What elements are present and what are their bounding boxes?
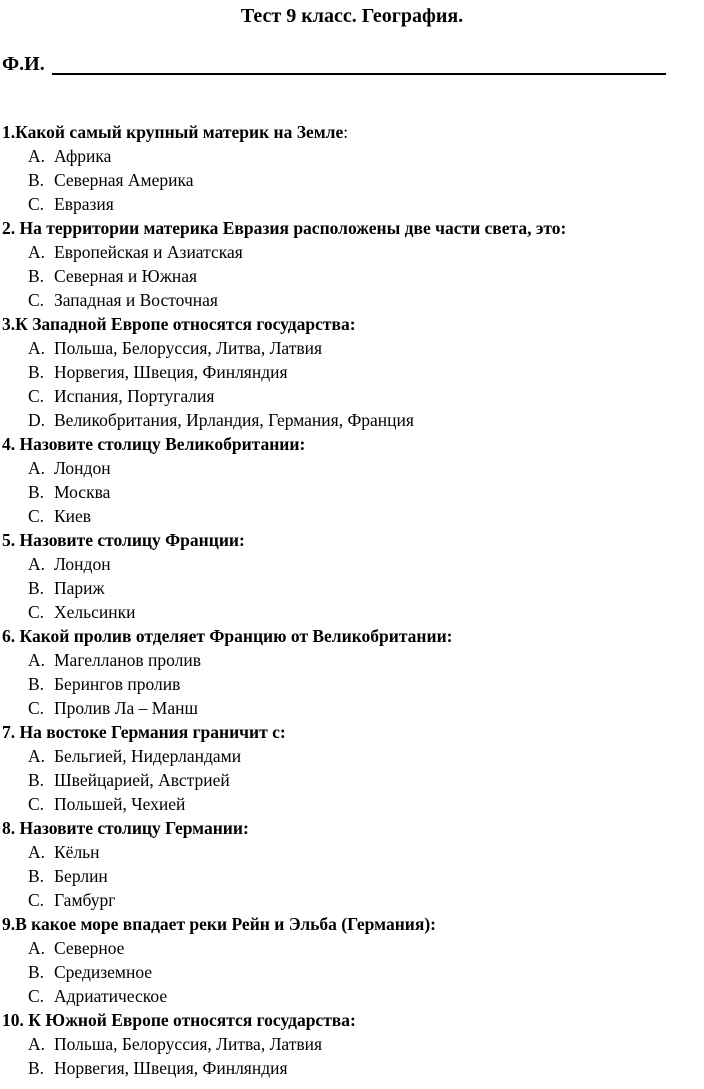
answer-letter: B. xyxy=(28,266,45,286)
question-10 xyxy=(2,1008,702,1080)
answer-letter: C. xyxy=(28,890,45,910)
answer-option[interactable] xyxy=(2,408,702,432)
page-title: Тест 9 класс. География. xyxy=(240,5,464,27)
answer-option[interactable] xyxy=(2,792,702,816)
question-9 xyxy=(2,912,702,1008)
answer-letter: B. xyxy=(28,482,45,502)
answer-letter: B. xyxy=(28,674,45,694)
question-text xyxy=(2,312,702,336)
answer-option[interactable] xyxy=(2,264,702,288)
answer-text: Берлин xyxy=(54,866,108,886)
answer-text: Хельсинки xyxy=(54,602,136,622)
answer-text: Кёльн xyxy=(54,842,100,862)
question-text xyxy=(2,1008,702,1032)
question-5 xyxy=(2,528,702,624)
question-text xyxy=(2,720,702,744)
answer-options xyxy=(2,648,702,720)
answer-letter: B. xyxy=(28,770,45,790)
answer-letter: A. xyxy=(28,746,46,766)
answer-letter: B. xyxy=(28,962,45,982)
answer-options xyxy=(2,240,702,312)
answer-letter: A. xyxy=(28,938,46,958)
answer-options xyxy=(2,552,702,624)
answer-option[interactable] xyxy=(2,168,702,192)
question-text xyxy=(2,528,702,552)
question-number: 3. xyxy=(2,314,16,334)
answer-text: Магелланов пролив xyxy=(54,650,202,670)
answer-text: Польша, Белоруссия, Литва, Латвия xyxy=(54,1034,323,1054)
answer-option[interactable] xyxy=(2,384,702,408)
fio-underline-field[interactable] xyxy=(52,73,666,75)
question-label: Какой самый крупный материк на Земле xyxy=(15,122,344,142)
question-label: На востоке Германия граничит с: xyxy=(19,722,286,742)
question-3 xyxy=(2,312,702,432)
answer-letter: C. xyxy=(28,794,45,814)
answer-letter: B. xyxy=(28,170,45,190)
answer-option[interactable] xyxy=(2,336,702,360)
answer-option[interactable] xyxy=(2,504,702,528)
answer-option[interactable] xyxy=(2,888,702,912)
answer-text: Киев xyxy=(54,506,92,526)
answer-text: Лондон xyxy=(54,554,111,574)
answer-options xyxy=(2,744,702,816)
question-label: К Западной Европе относятся государства: xyxy=(15,314,356,334)
question-text xyxy=(2,816,702,840)
answer-option[interactable] xyxy=(2,480,702,504)
answer-letter: C. xyxy=(28,602,45,622)
question-label: Какой пролив отделяет Францию от Великобритании: xyxy=(19,626,453,646)
answer-text: Польша, Белоруссия, Литва, Латвия xyxy=(54,338,323,358)
answer-letter: A. xyxy=(28,146,46,166)
answer-letter: C. xyxy=(28,290,45,310)
answer-options xyxy=(2,936,702,1008)
answer-text: Париж xyxy=(54,578,105,598)
answer-text: Евразия xyxy=(54,194,114,214)
answer-letter: A. xyxy=(28,650,46,670)
question-label: Назовите столицу Франции: xyxy=(19,530,245,550)
answer-option[interactable] xyxy=(2,696,702,720)
question-7 xyxy=(2,720,702,816)
question-number: 10. xyxy=(2,1010,29,1030)
answer-letter: B. xyxy=(28,1058,45,1078)
question-text xyxy=(2,624,702,648)
answer-options xyxy=(2,144,702,216)
answer-option[interactable] xyxy=(2,840,702,864)
questions-list xyxy=(2,120,702,1080)
question-label: Назовите столицу Германии: xyxy=(19,818,249,838)
answer-option[interactable] xyxy=(2,768,702,792)
answer-option[interactable] xyxy=(2,144,702,168)
answer-letter: A. xyxy=(28,338,46,358)
question-1 xyxy=(2,120,702,216)
answer-text: Лондон xyxy=(54,458,111,478)
answer-text: Польшей, Чехией xyxy=(54,794,186,814)
question-number: 6. xyxy=(2,626,20,646)
answer-options xyxy=(2,456,702,528)
answer-letter: C. xyxy=(28,986,45,1006)
answer-letter: A. xyxy=(28,554,46,574)
question-4 xyxy=(2,432,702,528)
answer-text: Гамбург xyxy=(54,890,116,910)
answer-text: Испания, Португалия xyxy=(54,386,215,406)
answer-text: Северная Америка xyxy=(54,170,194,190)
answer-option[interactable] xyxy=(2,744,702,768)
fio-label: Ф.И. xyxy=(2,53,45,75)
answer-option[interactable] xyxy=(2,456,702,480)
answer-options xyxy=(2,336,702,432)
answer-text: Пролив Ла – Манш xyxy=(54,698,198,718)
answer-letter: B. xyxy=(28,578,45,598)
question-number: 7. xyxy=(2,722,20,742)
answer-option[interactable] xyxy=(2,1056,702,1080)
answer-text: Средиземное xyxy=(54,962,153,982)
answer-letter: A. xyxy=(28,842,46,862)
answer-text: Африка xyxy=(54,146,112,166)
answer-text: Берингов пролив xyxy=(54,674,181,694)
question-suffix: : xyxy=(343,122,349,142)
answer-letter: D. xyxy=(28,410,46,430)
answer-letter: C. xyxy=(28,386,45,406)
question-label: Назовите столицу Великобритании: xyxy=(19,434,306,454)
question-6 xyxy=(2,624,702,720)
answer-option[interactable] xyxy=(2,984,702,1008)
answer-text: Европейская и Азиатская xyxy=(54,242,243,262)
question-number: 5. xyxy=(2,530,20,550)
question-text xyxy=(2,912,702,936)
answer-option[interactable] xyxy=(2,936,702,960)
question-number: 1. xyxy=(2,122,16,142)
answer-text: Москва xyxy=(54,482,111,502)
answer-options xyxy=(2,1032,702,1080)
answer-option[interactable] xyxy=(2,600,702,624)
answer-letter: C. xyxy=(28,194,45,214)
answer-option[interactable] xyxy=(2,192,702,216)
answer-option[interactable] xyxy=(2,240,702,264)
question-text xyxy=(2,432,702,456)
question-label: На территории материка Евразия расположены две части света, это: xyxy=(19,218,567,238)
answer-option[interactable] xyxy=(2,1032,702,1056)
answer-text: Норвегия, Швеция, Финляндия xyxy=(54,1058,288,1078)
answer-letter: A. xyxy=(28,242,46,262)
answer-text: Северное xyxy=(54,938,125,958)
answer-text: Великобритания, Ирландия, Германия, Франция xyxy=(54,410,414,430)
answer-option[interactable] xyxy=(2,648,702,672)
question-8 xyxy=(2,816,702,912)
answer-option[interactable] xyxy=(2,960,702,984)
answer-text: Швейцарией, Австрией xyxy=(54,770,230,790)
question-label: В какое море впадает реки Рейн и Эльба (Германия): xyxy=(15,914,436,934)
answer-letter: C. xyxy=(28,698,45,718)
answer-text: Норвегия, Швеция, Финляндия xyxy=(54,362,288,382)
question-text xyxy=(2,216,702,240)
answer-letter: B. xyxy=(28,866,45,886)
answer-letter: B. xyxy=(28,362,45,382)
answer-letter: A. xyxy=(28,458,46,478)
question-number: 4. xyxy=(2,434,20,454)
question-number: 8. xyxy=(2,818,20,838)
answer-text: Бельгией, Нидерландами xyxy=(54,746,242,766)
answer-option[interactable] xyxy=(2,552,702,576)
answer-options xyxy=(2,840,702,912)
answer-text: Северная и Южная xyxy=(54,266,198,286)
question-number: 2. xyxy=(2,218,20,238)
answer-letter: C. xyxy=(28,506,45,526)
answer-option[interactable] xyxy=(2,288,702,312)
answer-option[interactable] xyxy=(2,672,702,696)
question-label: К Южной Европе относятся государства: xyxy=(28,1010,356,1030)
answer-text: Адриатическое xyxy=(54,986,168,1006)
question-text xyxy=(2,120,702,144)
answer-option[interactable] xyxy=(2,576,702,600)
answer-option[interactable] xyxy=(2,864,702,888)
answer-letter: A. xyxy=(28,1034,46,1054)
answer-option[interactable] xyxy=(2,360,702,384)
question-2 xyxy=(2,216,702,312)
question-number: 9. xyxy=(2,914,16,934)
answer-text: Западная и Восточная xyxy=(54,290,218,310)
